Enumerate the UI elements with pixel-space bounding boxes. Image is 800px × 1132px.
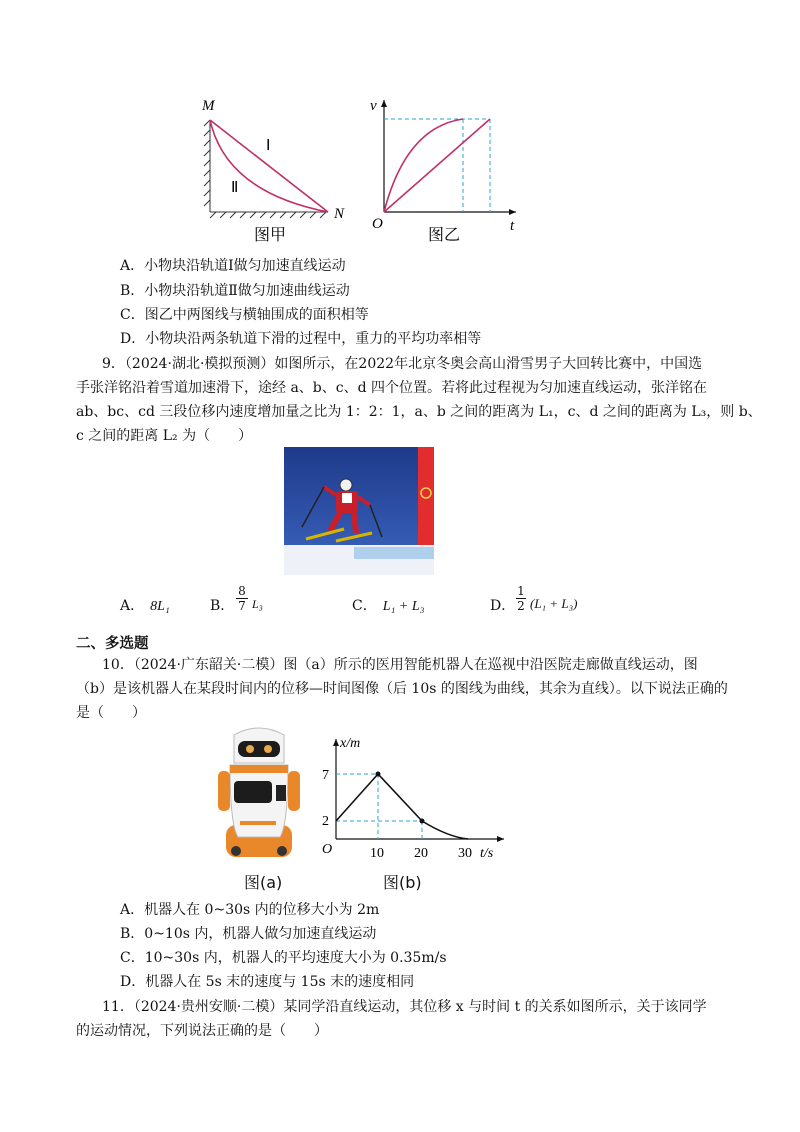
q11-line-1: 11．（2024·贵州安顺·二模）某同学沿直线运动，其位移 x 与时间 t 的关系如图所示，关于该同学 xyxy=(102,999,707,1015)
q8-option-b: B．小物块沿轨道Ⅱ做匀加速曲线运动 xyxy=(120,283,350,299)
q9-line-2: 手张洋铭沿着雪道加速滑下，途经 a、b、c、d 四个位置。若将此过程视为匀加速直线运动，张洋铭在 xyxy=(76,380,708,396)
q9-option-d-fraction xyxy=(516,584,526,613)
q9-option-d-expr: (L₁ + L₃) xyxy=(530,596,578,611)
q9-option-b-fraction xyxy=(236,584,248,613)
q10-line-1: 10．（2024·广东韶关·二模）图（a）所示的医用智能机器人在巡视中沿医院走廊做直线运动，图 xyxy=(102,657,698,673)
q9-option-a-label: A． xyxy=(120,598,145,614)
xt-curve xyxy=(422,821,468,839)
q10-option-a: A．机器人在 0~30s 内的位移大小为 2m xyxy=(120,902,380,918)
q9-option-d-num: 1 xyxy=(517,584,525,598)
line-uniform xyxy=(384,119,490,212)
q10-option-c: C．10~30s 内，机器人的平均速度大小为 0.35m/s xyxy=(120,950,447,966)
tick-x-2: 2 xyxy=(322,814,329,829)
skier-photo xyxy=(284,447,434,575)
q9-option-d xyxy=(490,584,610,628)
tick-t-30: 30 xyxy=(458,846,472,861)
q9-option-c-label: C． xyxy=(352,598,377,614)
q10-line-2: （b）是该机器人在某段时间内的位移—时间图像（后 10s 的图线为曲线，其余为直线）。以下说法正确的 xyxy=(76,681,728,697)
q9-option-a-expr: 8L₁ xyxy=(150,599,170,614)
fig-a-caption: 图(a) xyxy=(244,873,283,892)
q9-option-c-expr: L₁ + L₃ xyxy=(382,599,425,614)
q9-option-b-den: 7 xyxy=(238,599,246,613)
q9-option-b-var: L₃ xyxy=(252,597,263,611)
track-I xyxy=(210,120,328,212)
origin-label: O xyxy=(322,842,333,857)
q10-option-b: B．0~10s 内，机器人做匀加速直线运动 xyxy=(120,926,377,942)
label-I: Ⅰ xyxy=(266,138,271,154)
caption-yi: 图乙 xyxy=(428,225,461,244)
q8-option-c: C．图乙中两图线与横轴围成的面积相等 xyxy=(120,307,369,323)
figure-yi xyxy=(366,92,526,247)
fig-b-caption: 图(b) xyxy=(383,873,422,892)
xt-graph xyxy=(318,733,508,863)
point-10-7 xyxy=(376,772,381,777)
q9-option-d-den: 2 xyxy=(517,599,525,613)
q10-line-3: 是（ ） xyxy=(76,705,146,721)
label-N: N xyxy=(334,206,345,222)
label-t: t xyxy=(510,218,515,234)
q9-option-b-label: B． xyxy=(210,598,235,614)
point-20-2 xyxy=(420,819,425,824)
q9-line-1: 9．（2024·湖北·模拟预测）如图所示，在2022年北京冬奥会高山滑雪男子大回转比赛中，中国选 xyxy=(102,356,703,372)
q9-option-a xyxy=(120,596,170,617)
xt-line xyxy=(336,774,422,821)
q9-line-4: c 之间的距离 L₂ 为（ ） xyxy=(76,428,253,444)
label-M: M xyxy=(202,98,215,114)
q9-option-c xyxy=(352,596,424,617)
q9-line-3: ab、bc、cd 三段位移内速度增加量之比为 1：2：1，a、b 之间的距离为 L₁，c、d 之间的距离为 L₃，则 b、 xyxy=(76,404,762,420)
q11-line-2: 的运动情况，下列说法正确的是（ ） xyxy=(76,1023,328,1039)
label-v: v xyxy=(370,98,377,114)
tick-t-20: 20 xyxy=(414,846,428,861)
axis-x-label: x/m xyxy=(340,736,361,751)
axis-t-label: t/s xyxy=(480,846,494,861)
tick-x-7: 7 xyxy=(322,768,329,783)
tick-t-10: 10 xyxy=(370,846,384,861)
curve-decreasing-accel xyxy=(384,119,463,212)
q9-option-d-label: D． xyxy=(490,598,516,614)
q8-option-a: A．小物块沿轨道Ⅰ做匀加速直线运动 xyxy=(120,258,346,274)
caption-jia: 图甲 xyxy=(254,225,287,244)
section-title-multi-choice: 二、多选题 xyxy=(76,636,149,652)
label-O: O xyxy=(372,216,383,232)
q9-option-b-num: 8 xyxy=(236,584,248,599)
label-II: Ⅱ xyxy=(231,180,239,196)
figure-jia xyxy=(196,92,366,247)
q8-option-d: D．小物块沿两条轨道下滑的过程中，重力的平均功率相等 xyxy=(120,331,482,347)
q10-option-d: D．机器人在 5s 末的速度与 15s 末的速度相同 xyxy=(120,974,415,990)
robot-image xyxy=(218,725,300,861)
